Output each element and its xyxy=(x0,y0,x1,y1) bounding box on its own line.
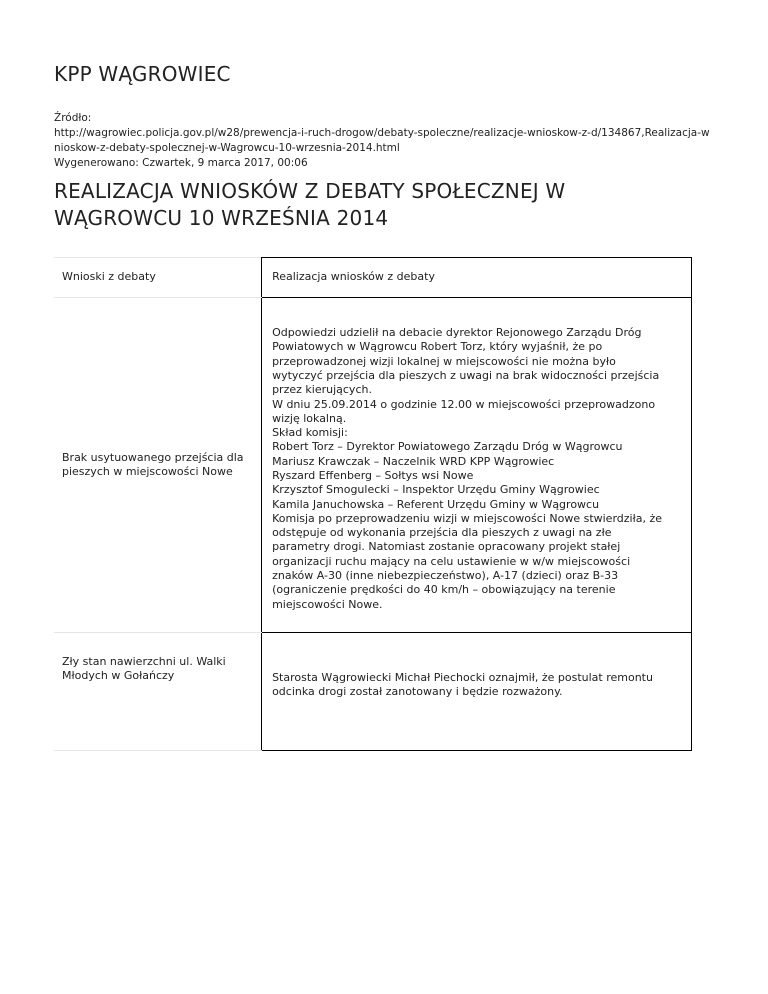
request-cell xyxy=(54,298,262,633)
response-line: parametry drogi. Natomiast zostanie opracowany projekt stałej xyxy=(272,540,621,554)
article-title xyxy=(54,178,674,232)
response-cell xyxy=(262,633,692,751)
article-title-line-1: REALIZACJA WNIOSKÓW Z DEBATY SPOŁECZNEJ W xyxy=(54,179,566,203)
response-line: Mariusz Krawczak – Naczelnik WRD KPP Wągrowiec xyxy=(272,454,555,468)
source-label: Źródło: xyxy=(54,112,92,124)
table-header-row xyxy=(54,258,692,298)
response-line: (ograniczenie prędkości do 40 km/h – obowiązujący na terenie xyxy=(272,583,616,597)
source-block xyxy=(54,111,714,171)
response-line: Ryszard Effenberg – Sołtys wsi Nowe xyxy=(272,469,474,482)
response-line: wytyczyć przejścia dla pieszych z uwagi na brak widoczności przejścia xyxy=(272,368,660,382)
response-line: Komisja po przeprowadzeniu wizji w miejscowości Nowe stwierdziła, że xyxy=(272,511,662,525)
response-line: Robert Torz – Dyrektor Powiatowego Zarządu Dróg w Wągrowcu xyxy=(272,440,623,454)
response-line: znaków A-30 (inne niebezpieczeństwo), A-17 (dzieci) oraz B-33 xyxy=(272,569,619,583)
source-url-line-2[interactable]: nioskow-z-debaty-spolecznej-w-Wagrowcu-10-wrzesnia-2014.html xyxy=(54,142,400,154)
generated-timestamp: Wygenerowano: Czwartek, 9 marca 2017, 00:06 xyxy=(54,157,308,169)
response-line: Krzysztof Smogulecki – Inspektor Urzędu Gminy Wągrowiec xyxy=(272,483,600,497)
response-line: organizacji ruchu mający na celu ustawienie w w/w miejscowości xyxy=(272,554,631,568)
response-cell xyxy=(262,298,692,633)
request-line: Zły stan nawierzchni ul. Walki xyxy=(62,655,226,668)
response-line: Powiatowych w Wągrowcu Robert Torz, który wyjaśnił, że po xyxy=(272,340,603,354)
request-line: pieszych w miejscowości Nowe xyxy=(62,465,233,478)
response-line: przeprowadzonej wizji lokalnej w miejscowości nie można było xyxy=(272,354,616,368)
table-row xyxy=(54,298,692,633)
table-row xyxy=(54,633,692,751)
article-title-line-2: WĄGROWCU 10 WRZEŚNIA 2014 xyxy=(54,206,389,230)
response-line: Odpowiedzi udzielił na debacie dyrektor Rejonowego Zarządu Dróg xyxy=(272,326,642,340)
response-line: Skład komisji: xyxy=(272,426,348,440)
request-line: Brak usytuowanego przejścia dla xyxy=(62,450,244,464)
header-realization: Realizacja wniosków z debaty xyxy=(262,258,692,298)
request-line: Młodych w Gołańczy xyxy=(62,669,175,683)
header-requests: Wnioski z debaty xyxy=(54,258,262,298)
response-line: Starosta Wągrowiecki Michał Piechocki oznajmił, że postulat remontu xyxy=(272,671,653,684)
request-cell xyxy=(54,633,262,751)
response-line: odstępuje od wykonania przejścia dla pieszych z uwagi na złe xyxy=(272,526,612,540)
response-line: Kamila Januchowska – Referent Urzędu Gminy w Wągrowcu xyxy=(272,497,600,511)
source-url-line-1[interactable]: http://wagrowiec.policja.gov.pl/w28/prewencja-i-ruch-drogow/debaty-spoleczne/realizacje-wnioskow-z-d/134867,Realizacja-w xyxy=(54,127,710,139)
response-line: W dniu 25.09.2014 o godzinie 12.00 w miejscowości przeprowadzono xyxy=(272,397,656,411)
debate-table xyxy=(54,257,692,751)
response-line: wizję lokalną. xyxy=(272,411,347,425)
response-line: miejscowości Nowe. xyxy=(272,597,383,611)
response-line: odcinka drogi został zanotowany i będzie rozważony. xyxy=(272,685,563,699)
response-line: przez kierujących. xyxy=(272,383,372,397)
site-title: KPP WĄGROWIEC xyxy=(54,62,231,86)
